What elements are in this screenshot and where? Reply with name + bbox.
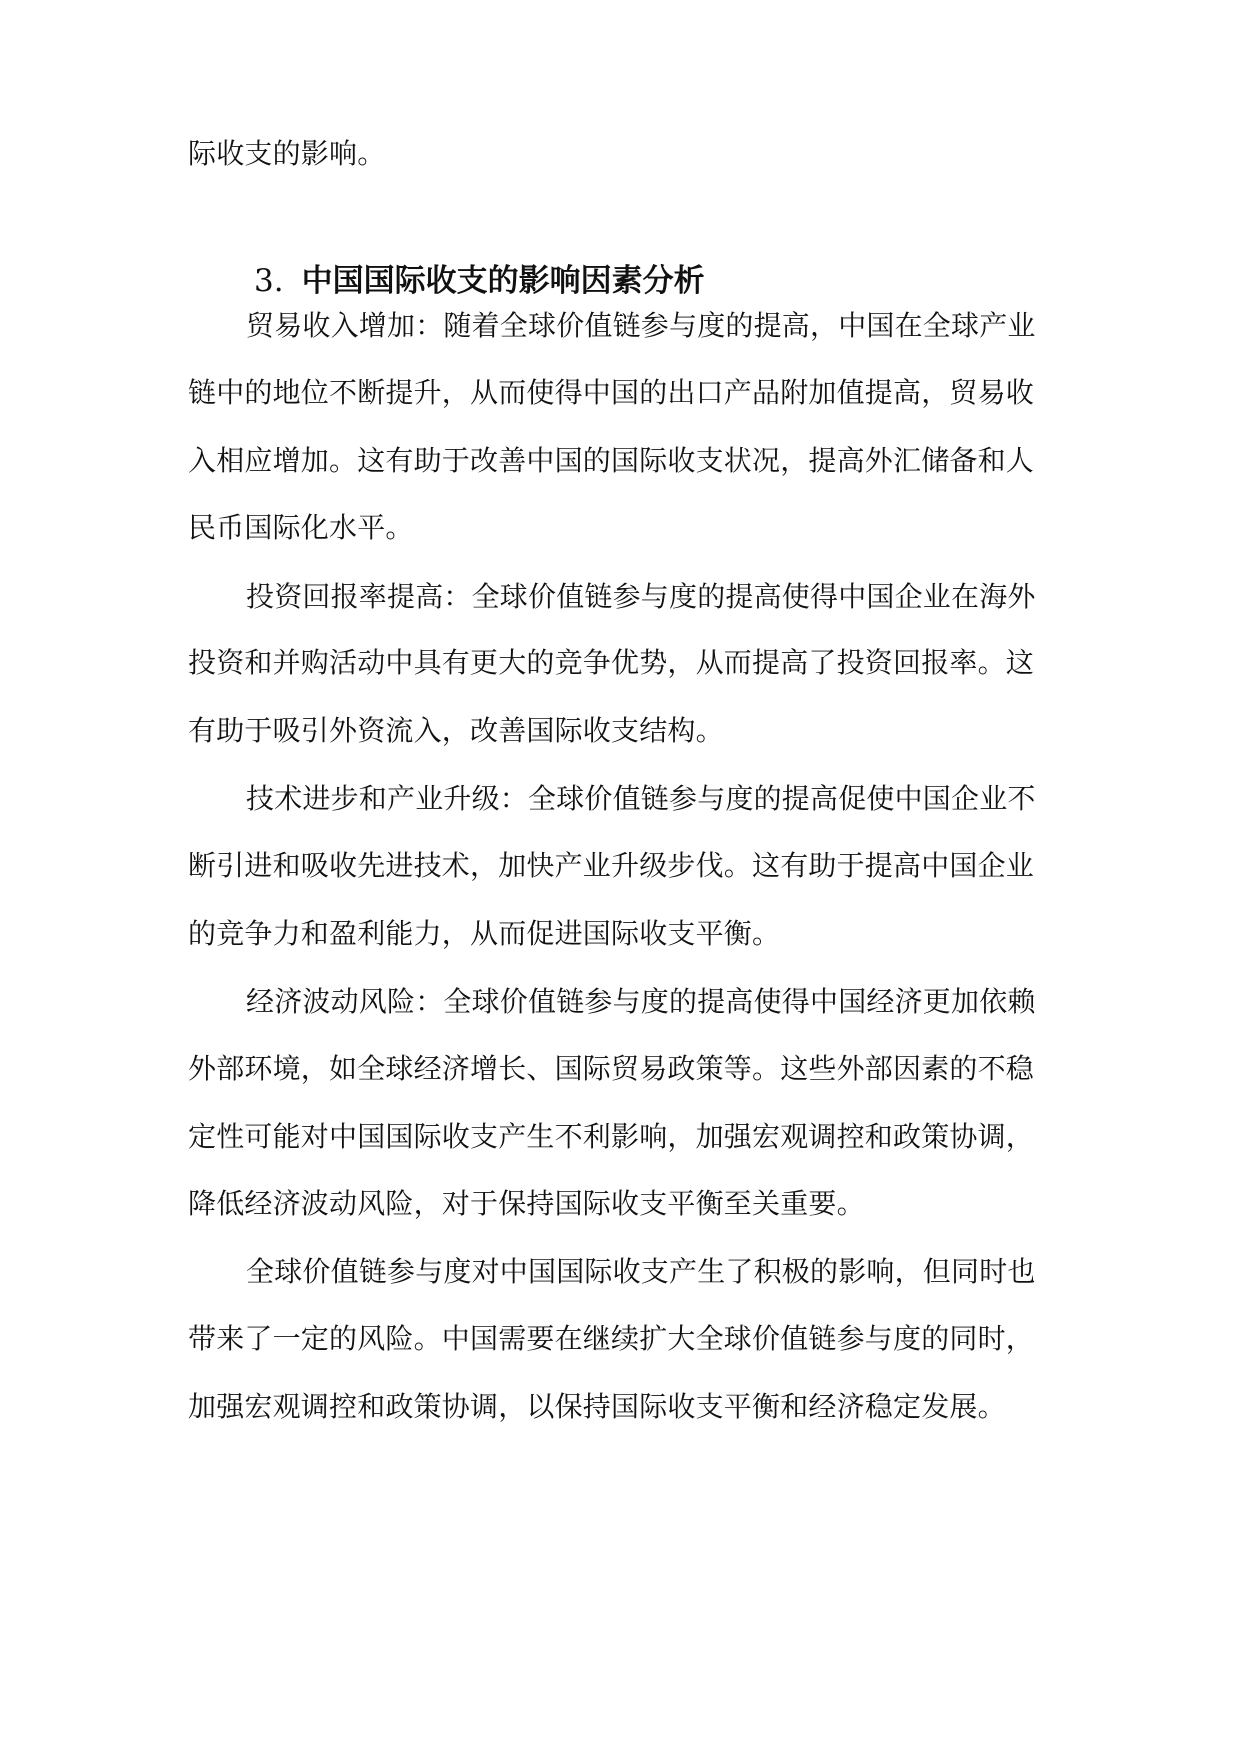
paragraph-line: 投资和并购活动中具有更大的竞争优势，从而提高了投资回报率。这 [188,646,1035,679]
paragraph-line: 定性可能对中国国际收支产生不利影响，加强宏观调控和政策协调， [188,1120,1035,1153]
section-number: 3. [254,263,284,299]
paragraph-line: 全球价值链参与度对中国国际收支产生了积极的影响，但同时也 [246,1255,1036,1288]
paragraph-line: 贸易收入增加：随着全球价值链参与度的提高，中国在全球产业 [246,309,1036,342]
paragraph-line: 断引进和吸收先进技术，加快产业升级步伐。这有助于提高中国企业 [188,849,1035,882]
paragraph-line: 有助于吸引外资流入，改善国际收支结构。 [188,714,724,747]
paragraph-line: 降低经济波动风险，对于保持国际收支平衡至关重要。 [188,1187,865,1220]
paragraph-line: 带来了一定的风险。中国需要在继续扩大全球价值链参与度的同时， [188,1322,1035,1355]
paragraph-line: 外部环境，如全球经济增长、国际贸易政策等。这些外部因素的不稳 [188,1052,1035,1085]
paragraph-line: 民币国际化水平。 [188,511,414,544]
paragraph-line: 入相应增加。这有助于改善中国的国际收支状况，提高外汇储备和人 [188,444,1035,477]
section-heading [254,259,705,303]
paragraph-line: 加强宏观调控和政策协调，以保持国际收支平衡和经济稳定发展。 [188,1390,1006,1423]
paragraph-line: 经济波动风险：全球价值链参与度的提高使得中国经济更加依赖 [246,985,1036,1018]
section-title: 中国国际收支的影响因素分析 [301,263,705,299]
intro-tail-line: 际收支的影响。 [188,137,386,170]
paragraph-line: 链中的地位不断提升，从而使得中国的出口产品附加值提高，贸易收 [188,376,1035,409]
paragraph-line: 的竞争力和盈利能力，从而促进国际收支平衡。 [188,917,781,950]
paragraph-line: 技术进步和产业升级：全球价值链参与度的提高促使中国企业不 [246,782,1036,815]
paragraph-line: 投资回报率提高：全球价值链参与度的提高使得中国企业在海外 [246,580,1036,613]
